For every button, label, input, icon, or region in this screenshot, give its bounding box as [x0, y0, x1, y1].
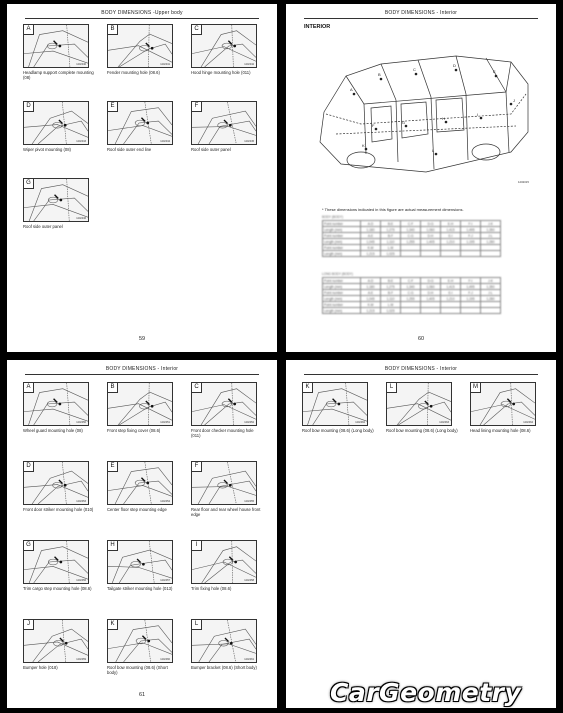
figure-caption: Roof side outer panel [191, 146, 231, 152]
figure-image [191, 619, 257, 663]
figure-image [107, 382, 173, 426]
table-cell: 1,045 [361, 296, 381, 302]
figure-caption: Fender mounting hole (08.6) [107, 69, 160, 75]
table-cell: 1,280 [481, 239, 501, 245]
figure-code: 1202043 [76, 140, 86, 143]
figure-letter: K [108, 620, 118, 630]
table-cell [461, 308, 481, 314]
figure-h [107, 540, 179, 591]
table-cell: C-G [401, 233, 421, 239]
figure-letter: F [192, 462, 202, 472]
table-cell: 1,060 [421, 227, 441, 233]
table-cell: B-E [381, 221, 401, 227]
figure-k [302, 382, 374, 433]
table-cell: 1,350 [481, 227, 501, 233]
table-cell: F-J [461, 290, 481, 296]
figure-letter: M [471, 383, 481, 393]
figure-image [23, 382, 89, 426]
figure-caption: Headlamp support complete mounting (08) [23, 69, 94, 80]
figure-i [191, 540, 263, 591]
figure-letter: A [24, 25, 34, 35]
table-cell: E-H [441, 221, 461, 227]
table-cell [401, 308, 421, 314]
figure-image [107, 461, 173, 505]
svg-text:E: E [493, 69, 496, 74]
figure-letter: E [108, 102, 118, 112]
figure-a [23, 24, 95, 80]
table-cell: Point number [323, 278, 361, 284]
table-cell [481, 308, 501, 314]
figure-j [23, 619, 95, 670]
figure-code: 1202044 [160, 140, 170, 143]
figure-code: 1202051 [160, 421, 170, 424]
table-cell: 1,195 [461, 239, 481, 245]
table-cell: 1,210 [441, 239, 461, 245]
table-cell: Length (mm) [323, 296, 361, 302]
svg-text:H: H [442, 116, 445, 121]
table-cell: F-I [461, 221, 481, 227]
figure-letter: K [303, 383, 313, 393]
table-cell: J-L [481, 290, 501, 296]
figure-code: 1202057 [160, 579, 170, 582]
figure-letter: D [24, 462, 34, 472]
svg-text:B: B [378, 72, 381, 77]
figure-code: 1202053 [76, 500, 86, 503]
table-cell: 1,215 [361, 308, 381, 314]
figure-l [191, 619, 263, 670]
figure-image [191, 382, 257, 426]
figure-letter: J [24, 620, 34, 630]
figure-caption: Wheel guard mounting hole (08) [23, 427, 83, 433]
figure-m [470, 382, 542, 433]
svg-text:C: C [413, 67, 416, 72]
page-header: BODY DIMENSIONS -Upper body [25, 10, 259, 19]
table-cell: Length (mm) [323, 227, 361, 233]
figure-caption: Trim fixing hole (08.6) [191, 585, 232, 591]
figure-d [23, 461, 95, 512]
figure-image [23, 619, 89, 663]
table-cell: C-F [401, 278, 421, 284]
figure-image [191, 540, 257, 584]
table-cell: J-L [481, 233, 501, 239]
figure-code: 1202059 [76, 658, 86, 661]
figure-image [23, 540, 89, 584]
figure-code: 1202050 [76, 421, 86, 424]
page-header: BODY DIMENSIONS - Interior [304, 10, 538, 19]
figure-code: 1202058 [244, 579, 254, 582]
table-cell [481, 251, 501, 257]
page-header: BODY DIMENSIONS - Interior [25, 366, 259, 375]
table-cell: F-I [461, 278, 481, 284]
table-cell: B-F [381, 290, 401, 296]
figure-caption: Front door striker mounting hole (010) [23, 506, 94, 512]
table-cell: 1,180 [361, 227, 381, 233]
figure-c [191, 24, 263, 75]
table-cell: Length (mm) [323, 239, 361, 245]
figure-code: 1202045 [244, 140, 254, 143]
section-title: INTERIOR [304, 24, 331, 30]
svg-text:A: A [350, 87, 353, 92]
watermark-logo: CarGeometry [330, 678, 522, 707]
table-cell: L-M [381, 245, 401, 251]
table-cell: 1,060 [421, 284, 441, 290]
table-cell: 1,280 [481, 296, 501, 302]
table-cell: 1,495 [461, 284, 481, 290]
table-cell: A-D [361, 221, 381, 227]
figure-caption: Wiper pivot mounting (08) [23, 146, 71, 152]
svg-text:J: J [513, 98, 515, 103]
table-cell: E-I [441, 233, 461, 239]
figure-f [191, 461, 263, 517]
table-cell: 1,180 [361, 284, 381, 290]
figure-letter: D [24, 102, 34, 112]
figure-code: 1202055 [244, 500, 254, 503]
table-cell: 1,110 [381, 296, 401, 302]
table-cell: J-K [481, 221, 501, 227]
figure-caption: Center floor step mounting edge [107, 506, 167, 512]
table-cell: E-I [441, 290, 461, 296]
page-number: 61 [138, 692, 146, 698]
dimension-table-long [322, 277, 501, 314]
table-cell: A-E [361, 290, 381, 296]
table-cell: 1,340 [401, 227, 421, 233]
table-cell: Length (mm) [323, 251, 361, 257]
figure-image [302, 382, 368, 426]
table-cell: 1,350 [481, 284, 501, 290]
figure-e [107, 461, 179, 512]
table-title: BODY (BODY) [322, 215, 344, 219]
figure-code: 1202042 [244, 63, 254, 66]
table-cell: 1,025 [381, 251, 401, 257]
figure-letter: L [387, 383, 397, 393]
table-cell: B-E [381, 278, 401, 284]
figure-image [191, 24, 257, 68]
page-number: 60 [417, 336, 425, 342]
page-interior-overview [286, 4, 556, 352]
figure-code: 1202063 [439, 421, 449, 424]
table-cell: Length (mm) [323, 308, 361, 314]
figure-caption: Bumper bracket (08.6) (Short body) [191, 664, 257, 670]
figure-image [107, 101, 173, 145]
table-cell: K-M [361, 245, 381, 251]
figure-caption: Tailgate striker mounting hole (013) [107, 585, 173, 591]
table-cell [461, 251, 481, 257]
table-title: LONG BODY (BODY) [322, 272, 353, 276]
table-cell: 1,025 [381, 308, 401, 314]
table-cell [441, 308, 461, 314]
figure-letter: G [24, 179, 34, 189]
figure-image [386, 382, 452, 426]
figure-code: 1202040 [76, 63, 86, 66]
figure-caption: Roof bow mounting (08.6) (Long body) [386, 427, 458, 433]
table-cell: Point number [323, 290, 361, 296]
table-cell: Length (mm) [323, 284, 361, 290]
figure-code: 1202046 [76, 217, 86, 220]
table-cell: A-E [361, 233, 381, 239]
figure-caption: Roof side outer panel [23, 223, 63, 229]
table-cell: D-G [421, 221, 441, 227]
figure-caption: Trim cargo step mounting hole (08.6) [23, 585, 92, 591]
figure-image [23, 24, 89, 68]
table-cell: 1,255 [401, 239, 421, 245]
figure-code: 1202015 [518, 180, 529, 184]
figure-e [107, 101, 179, 152]
figure-caption: Front door checker mounting hole (011) [191, 427, 254, 438]
figure-image [23, 101, 89, 145]
figure-code: 1202062 [355, 421, 365, 424]
figure-letter: B [108, 383, 118, 393]
figure-caption: Rear floor and rear wheel house front edge [191, 506, 261, 517]
table-cell: 1,405 [421, 239, 441, 245]
page-interior-figures-continued [286, 360, 556, 708]
table-cell [421, 251, 441, 257]
table-cell: 1,255 [401, 296, 421, 302]
table-cell: K-M [361, 302, 381, 308]
table-cell: 1,275 [381, 227, 401, 233]
figure-a [23, 382, 95, 433]
table-cell: 1,340 [401, 284, 421, 290]
table-cell: E-H [441, 278, 461, 284]
vehicle-body-diagram [306, 34, 540, 184]
page-header: BODY DIMENSIONS - Interior [304, 366, 538, 375]
svg-text:K: K [362, 143, 365, 148]
table-cell: Point number [323, 221, 361, 227]
table-row [323, 251, 501, 257]
table-cell: Point number [323, 302, 361, 308]
figure-image [107, 619, 173, 663]
page-number: 59 [138, 336, 146, 342]
table-cell: Point number [323, 245, 361, 251]
table-cell: 1,405 [421, 296, 441, 302]
figure-letter: L [192, 620, 202, 630]
figure-code: 1202060 [160, 658, 170, 661]
figure-letter: C [192, 25, 202, 35]
figure-k [107, 619, 179, 675]
dimension-table-short [322, 220, 501, 257]
figure-caption: Roof bow mounting (08.6) (Short body) [107, 664, 168, 675]
figure-c [191, 382, 263, 438]
table-cell: D-G [421, 278, 441, 284]
figure-code: 1202052 [244, 421, 254, 424]
figure-image [23, 461, 89, 505]
figure-caption: Roof bow mounting (08.6) (Long body) [302, 427, 374, 433]
svg-text:I: I [477, 112, 479, 117]
table-row [323, 308, 501, 314]
figure-code: 1202056 [76, 579, 86, 582]
figure-d [23, 101, 95, 152]
svg-text:G: G [402, 120, 406, 125]
figure-image [107, 540, 173, 584]
table-cell: 1,045 [361, 239, 381, 245]
figure-image [107, 24, 173, 68]
figure-letter: C [192, 383, 202, 393]
figure-code: 1202041 [160, 63, 170, 66]
svg-text:L: L [432, 148, 435, 153]
figure-g [23, 540, 95, 591]
figure-letter: I [192, 541, 202, 551]
table-cell: A-D [361, 278, 381, 284]
figure-caption: Hood hinge mounting hole (011) [191, 69, 251, 75]
figure-b [107, 24, 179, 75]
table-cell: 1,110 [381, 239, 401, 245]
figure-caption: Head lining mounting hole (08.6) [470, 427, 531, 433]
table-cell [441, 251, 461, 257]
figure-letter: A [24, 383, 34, 393]
table-cell: 1,215 [361, 251, 381, 257]
table-cell: 1,195 [461, 296, 481, 302]
table-cell: Point number [323, 233, 361, 239]
table-cell: L-M [381, 302, 401, 308]
figure-letter: H [108, 541, 118, 551]
measurement-note: * These dimensions indicated in this figure are actual measurement dimensions. [322, 207, 464, 212]
figure-caption: Bumper hole (018) [23, 664, 58, 670]
page-interior-figures [7, 360, 277, 708]
figure-letter: B [108, 25, 118, 35]
table-cell: F-J [461, 233, 481, 239]
table-cell: 1,275 [381, 284, 401, 290]
table-cell: 1,415 [441, 227, 461, 233]
table-cell: D-H [421, 233, 441, 239]
table-cell: C-G [401, 290, 421, 296]
table-cell: 1,210 [441, 296, 461, 302]
figure-image [191, 461, 257, 505]
figure-caption: Roof side outer end line [107, 146, 152, 152]
svg-text:D: D [453, 63, 456, 68]
figure-code: 1202064 [523, 421, 533, 424]
figure-code: 1202061 [244, 658, 254, 661]
page-upper-body [7, 4, 277, 352]
svg-text:F: F [372, 123, 375, 128]
figure-image [470, 382, 536, 426]
figure-g [23, 178, 95, 229]
table-cell: D-H [421, 290, 441, 296]
figure-l [386, 382, 458, 433]
figure-image [23, 178, 89, 222]
figure-letter: F [192, 102, 202, 112]
table-cell: B-F [381, 233, 401, 239]
table-cell [421, 308, 441, 314]
figure-b [107, 382, 179, 433]
figure-code: 1202054 [160, 500, 170, 503]
table-cell: J-K [481, 278, 501, 284]
figure-caption: Front step fixing cover (08.6) [107, 427, 161, 433]
table-cell [401, 251, 421, 257]
figure-f [191, 101, 263, 152]
table-cell: 1,415 [441, 284, 461, 290]
figure-image [191, 101, 257, 145]
table-cell: C-F [401, 221, 421, 227]
figure-letter: E [108, 462, 118, 472]
figure-letter: G [24, 541, 34, 551]
table-cell: 1,495 [461, 227, 481, 233]
